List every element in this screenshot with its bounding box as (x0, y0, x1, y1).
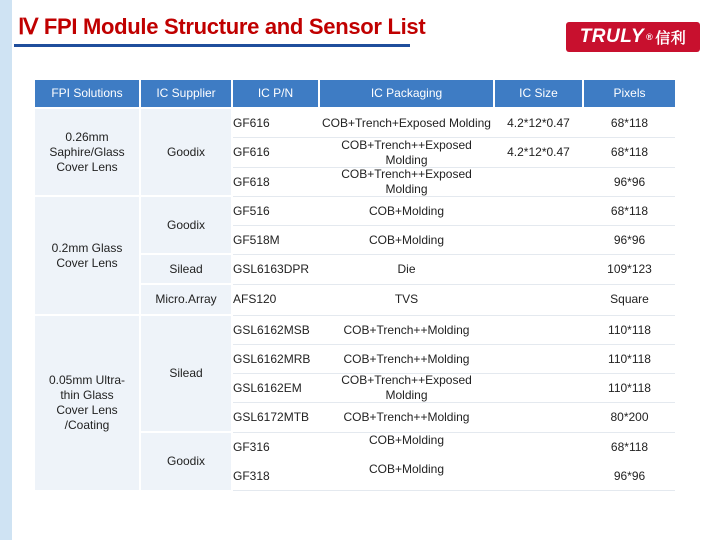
solution-cell: 0.26mm Saphire/Glass Cover Lens (35, 109, 139, 195)
pn-cell: AFS120 (233, 292, 277, 306)
packaging-cell: COB+Molding (368, 432, 445, 447)
pn-cell: GF616 (233, 145, 270, 159)
size-cell (495, 374, 582, 402)
size-cell: 4.2*12*0.47 (507, 115, 570, 130)
packaging-cell: TVS (394, 292, 419, 306)
packaging-cell: COB+Molding (368, 232, 445, 247)
size-cell (495, 345, 582, 373)
pixels-cell: 68*118 (610, 115, 649, 130)
packaging-cell: COB+Trench++Molding (343, 351, 470, 366)
pixels-cell: 110*118 (608, 380, 651, 395)
title-underline (14, 44, 410, 47)
pixels-cell: 110*118 (608, 322, 651, 337)
solution-cell: 0.2mm Glass Cover Lens (35, 197, 139, 314)
pn-cell: GF518M (233, 232, 280, 247)
header-fpi-solutions: FPI Solutions (35, 80, 139, 107)
size-cell (495, 316, 582, 344)
header-ic-size: IC Size (495, 80, 582, 107)
packaging-cell: COB+Trench++Exposed Molding (341, 373, 472, 402)
pixels-cell: 80*200 (610, 409, 649, 424)
supplier-cell: Goodix (141, 433, 231, 490)
logo-brand: TRULY (579, 26, 645, 47)
pn-cell: GSL6162MSB (233, 322, 310, 337)
pn-cell: GSL6172MTB (233, 409, 310, 424)
pn-cell: GF516 (233, 203, 270, 218)
page-title: Ⅳ FPI Module Structure and Sensor List (18, 14, 426, 39)
row-divider (233, 490, 675, 491)
pn-cell: GSL6162MRB (233, 351, 311, 366)
supplier-cell: Goodix (141, 109, 231, 195)
packaging-cell: COB+Molding (368, 203, 445, 218)
pixels-cell: 110*118 (608, 351, 651, 366)
left-accent-bar (0, 0, 12, 540)
pixels-cell: 109*123 (607, 262, 652, 276)
pn-cell: GF618 (233, 174, 270, 189)
pn-cell: GSL6162EM (233, 380, 302, 395)
size-cell (495, 403, 582, 431)
packaging-cell: COB+Trench+Exposed Molding (322, 115, 491, 130)
pixels-cell: 68*118 (610, 145, 649, 159)
size-cell (495, 433, 582, 461)
pixels-cell: 96*96 (613, 174, 646, 189)
size-cell: 4.2*12*0.47 (507, 145, 570, 159)
size-cell (495, 462, 582, 490)
size-cell (495, 285, 582, 314)
size-cell (495, 168, 582, 196)
packaging-cell: COB+Trench++Molding (343, 322, 470, 337)
supplier-cell: Micro.Array (141, 285, 231, 314)
packaging-cell: COB+Trench++Exposed Molding (341, 167, 472, 196)
packaging-cell: COB+Molding (368, 461, 445, 476)
pixels-cell: Square (610, 292, 649, 306)
header-ic-packaging: IC Packaging (320, 80, 493, 107)
header-ic-pn: IC P/N (233, 80, 318, 107)
pn-cell: GF316 (233, 439, 270, 454)
pn-cell: GF616 (233, 115, 270, 130)
truly-logo (566, 22, 700, 52)
supplier-cell: Silead (141, 316, 231, 431)
packaging-cell: COB+Trench++Exposed Molding (341, 137, 472, 167)
packaging-cell: COB+Trench++Molding (343, 409, 470, 424)
pn-cell: GF318 (233, 468, 270, 483)
pixels-cell: 68*118 (610, 203, 649, 218)
size-cell (495, 197, 582, 225)
header-pixels: Pixels (584, 80, 675, 107)
solution-cell: 0.05mm Ultra-thin Glass Cover Lens /Coating (35, 316, 139, 490)
size-cell (495, 255, 582, 284)
supplier-cell: Silead (141, 255, 231, 283)
logo-chinese: 信利 (655, 28, 687, 47)
pixels-cell: 96*96 (613, 232, 646, 247)
logo-reg-mark: ® (646, 32, 654, 42)
packaging-cell: Die (397, 262, 416, 276)
supplier-cell: Goodix (141, 197, 231, 253)
size-cell (495, 226, 582, 254)
pixels-cell: 68*118 (610, 439, 649, 454)
pn-cell: GSL6163DPR (233, 262, 310, 276)
header-ic-supplier: IC Supplier (141, 80, 231, 107)
pixels-cell: 96*96 (613, 468, 646, 483)
